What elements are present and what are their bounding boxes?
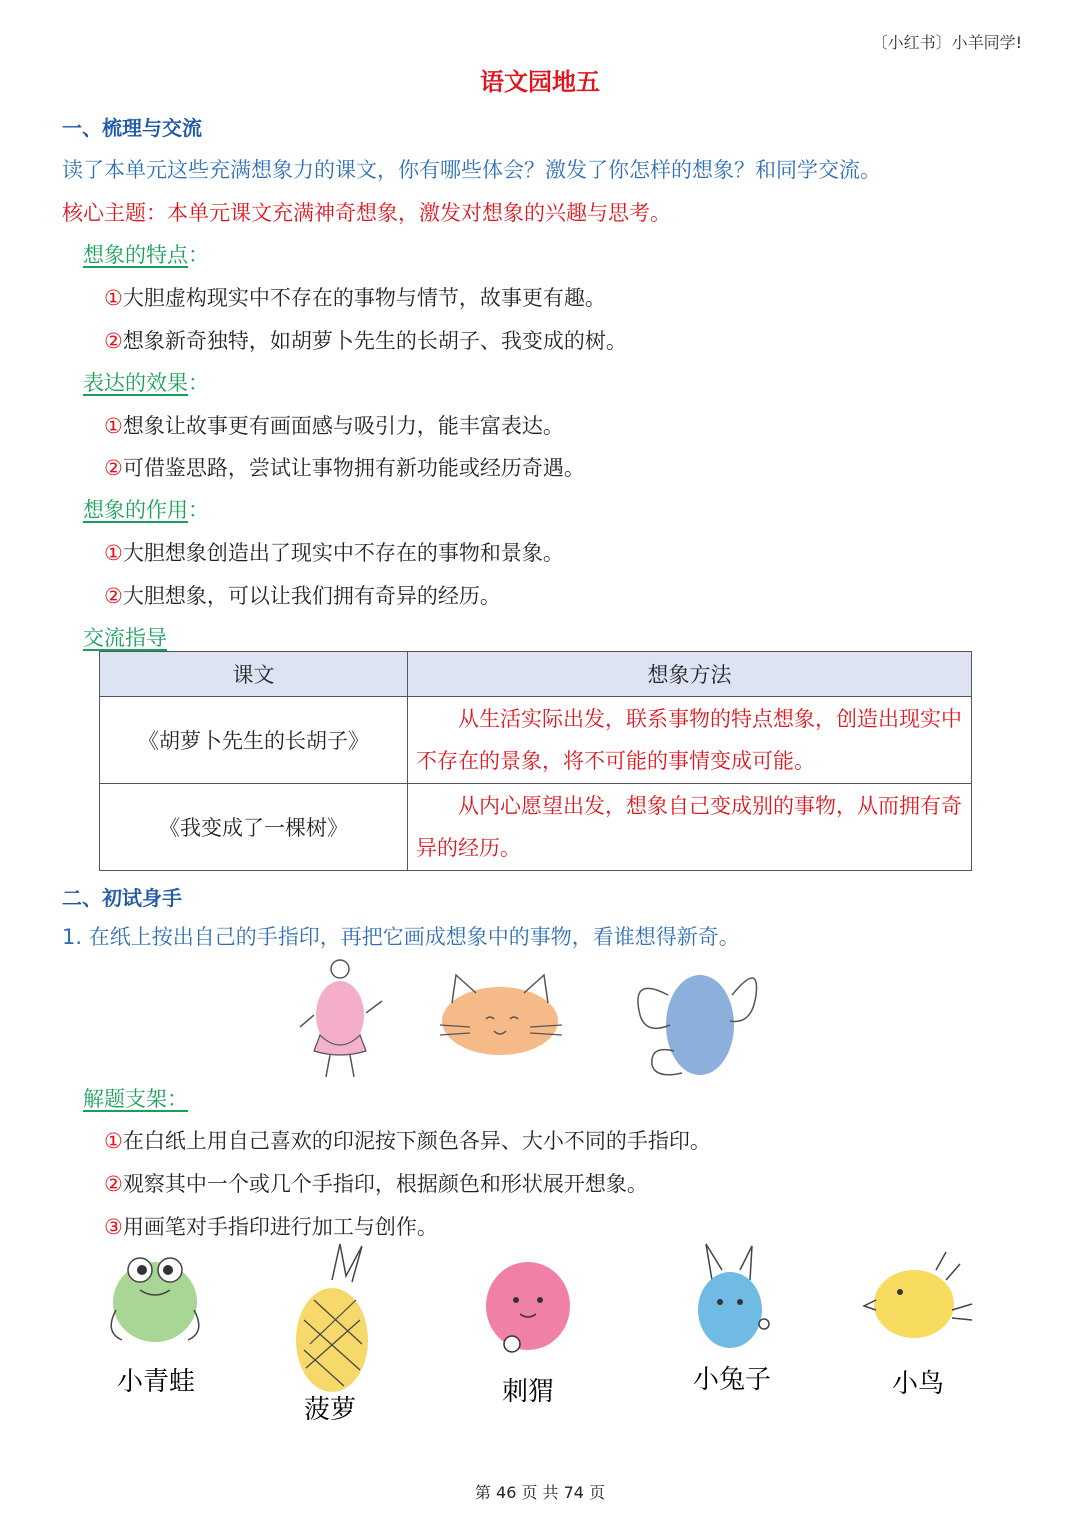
example-label: 刺猬 — [501, 1377, 555, 1407]
table-cell-text: 《胡萝卜先生的长胡子》 — [100, 697, 408, 784]
fingerprint-girl-icon — [300, 960, 382, 1077]
frame-title: 解题支架： — [83, 1087, 188, 1111]
group-title-roles: 想象的作用： — [83, 498, 209, 522]
fingerprint-animals-illustration — [100, 1240, 980, 1430]
table-cell-method: 从内心愿望出发，想象自己变成别的事物，从而拥有奇异的经历。 — [408, 784, 972, 871]
fingerprint-frog-icon — [111, 1258, 199, 1342]
example-label: 小鸟 — [891, 1369, 945, 1399]
list-item: ②可借鉴思路，尝试让事物拥有新功能或经历奇遇。 — [104, 456, 585, 480]
example-label: 小青蛙 — [116, 1367, 196, 1397]
page-title: 语文园地五 — [480, 68, 600, 96]
section1-heading: 一、梳理与交流 — [62, 116, 202, 140]
section1-question: 读了本单元这些充满想象力的课文，你有哪些体会？激发了你怎样的想象？和同学交流。 — [62, 158, 881, 182]
fingerprint-elephant-icon — [638, 975, 757, 1075]
example-label: 小兔子 — [692, 1365, 772, 1395]
list-item: ①想象让故事更有画面感与吸引力，能丰富表达。 — [104, 414, 564, 438]
section2-question: 1. 在纸上按出自己的手指印，再把它画成想象中的事物，看谁想得新奇。 — [62, 925, 740, 949]
list-item: ②想象新奇独特，如胡萝卜先生的长胡子、我变成的树。 — [104, 329, 627, 353]
guide-title: 交流指导 — [83, 626, 167, 650]
page-number: 第 46 页 共 74 页 — [474, 1483, 606, 1502]
watermark: 〔小红书〕小羊同学! — [871, 33, 1022, 52]
fingerprint-bird-icon — [864, 1252, 972, 1338]
table-cell-text: 《我变成了一棵树》 — [100, 784, 408, 871]
group-title-features: 想象的特点： — [83, 243, 209, 267]
fingerprint-pineapple-icon — [296, 1244, 368, 1392]
table-header: 想象方法 — [408, 652, 972, 697]
table-cell-method: 从生活实际出发，联系事物的特点想象，创造出现实中不存在的景象，将不可能的事情变成可能。 — [408, 697, 972, 784]
table-row — [100, 784, 972, 871]
fingerprint-cat-icon — [440, 975, 562, 1055]
table-header: 课文 — [100, 652, 408, 697]
example-label: 菠萝 — [303, 1395, 357, 1425]
group-title-effects: 表达的效果： — [83, 371, 209, 395]
table-header-row — [100, 652, 972, 697]
list-item: ①大胆想象创造出了现实中不存在的事物和景象。 — [104, 541, 564, 565]
list-item: ①在白纸上用自己喜欢的印泥按下颜色各异、大小不同的手指印。 — [104, 1129, 711, 1153]
list-item: ①大胆虚构现实中不存在的事物与情节，故事更有趣。 — [104, 286, 606, 310]
fingerprint-hedgehog-icon — [486, 1262, 570, 1352]
fingerprint-rabbit-icon — [698, 1244, 769, 1348]
guide-table — [99, 651, 972, 871]
list-item: ②观察其中一个或几个手指印，根据颜色和形状展开想象。 — [104, 1172, 648, 1196]
table-row — [100, 697, 972, 784]
fingerprint-examples-illustration — [290, 955, 760, 1085]
list-item: ②大胆想象，可以让我们拥有奇异的经历。 — [104, 584, 501, 608]
list-item: ③用画笔对手指印进行加工与创作。 — [104, 1215, 438, 1239]
section2-heading: 二、初试身手 — [62, 886, 182, 910]
core-theme: 核心主题：本单元课文充满神奇想象，激发对想象的兴趣与思考。 — [62, 201, 671, 225]
